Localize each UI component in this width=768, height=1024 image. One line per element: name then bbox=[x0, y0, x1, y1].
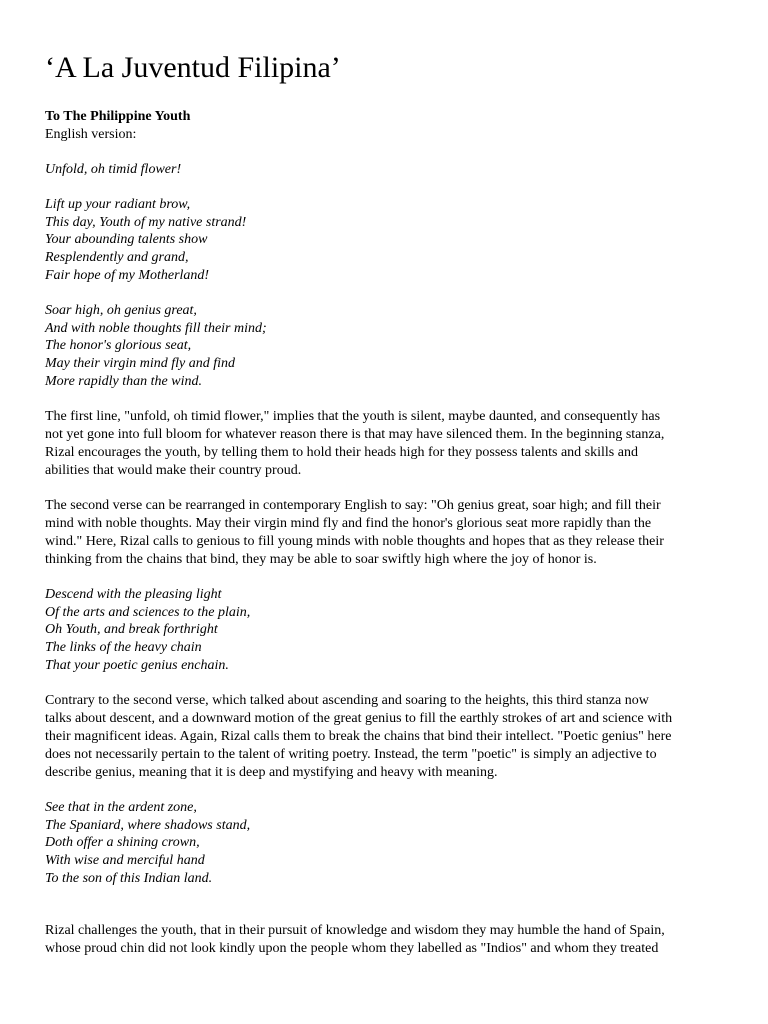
paragraph-line: whose proud chin did not look kindly upon the people whom they labelled as "Indios" and whom they treated bbox=[45, 940, 659, 956]
poem-line: See that in the ardent zone, bbox=[45, 799, 197, 815]
paragraph-line: mind with noble thoughts. May their virgin mind fly and find the honor's glorious seat more rapidly than the bbox=[45, 515, 652, 531]
paragraph-line: does not necessarily pertain to the talent of writing poetry. Instead, the term "poetic" is simply an adjective to bbox=[45, 746, 657, 762]
poem-line: Resplendently and grand, bbox=[45, 250, 189, 266]
poem-line: Oh Youth, and break forthright bbox=[45, 622, 218, 638]
poem-line: Doth offer a shining crown, bbox=[45, 835, 200, 851]
paragraph-line: abilities that would make their country proud. bbox=[45, 462, 302, 478]
paragraph-line: The second verse can be rearranged in contemporary English to say: "Oh genius great, soar high; and fill their bbox=[45, 497, 661, 513]
paragraph-line: The first line, "unfold, oh timid flower," implies that the youth is silent, maybe daunted, and consequently has bbox=[45, 408, 661, 424]
commentary-paragraph-3 bbox=[45, 692, 735, 782]
poem-line: Unfold, oh timid flower! bbox=[45, 162, 182, 177]
poem-line: The honor's glorious seat, bbox=[45, 338, 192, 354]
poem-line: Fair hope of my Motherland! bbox=[45, 267, 210, 283]
document-title: ‘A La Juventud Filipina’ bbox=[45, 51, 341, 84]
paragraph-line: Rizal challenges the youth, that in their pursuit of knowledge and wisdom they may humble the hand of Spain, bbox=[45, 922, 665, 938]
document-subtitle: To The Philippine Youth bbox=[45, 109, 191, 124]
poem-line: And with noble thoughts fill their mind; bbox=[45, 320, 267, 336]
commentary-paragraph-4 bbox=[45, 922, 735, 958]
poem-line: This day, Youth of my native strand! bbox=[45, 214, 247, 230]
paragraph-line: their magnificent ideas. Again, Rizal calls them to break the chains that bind their intellect. "Poetic genius" here bbox=[45, 728, 672, 744]
poem-line: May their virgin mind fly and find bbox=[45, 356, 236, 372]
document-page bbox=[45, 48, 735, 975]
poem-line: More rapidly than the wind. bbox=[45, 373, 202, 389]
paragraph-line: not yet gone into full bloom for whatever reason there is that may have silenced them. In the beginning stanza, bbox=[45, 426, 665, 442]
poem-stanza-1 bbox=[45, 196, 735, 285]
paragraph-line: Contrary to the second verse, which talked about ascending and soaring to the heights, this third stanza now bbox=[45, 692, 649, 708]
version-label: English version: bbox=[45, 127, 137, 142]
poem-line: The Spaniard, where shadows stand, bbox=[45, 817, 251, 833]
paragraph-line: describe genius, meaning that it is deep and mystifying and heavy with meaning. bbox=[45, 764, 498, 780]
paragraph-line: wind." Here, Rizal calls to genious to fill young minds with noble thoughts and hopes that as they release their bbox=[45, 533, 664, 549]
paragraph-line: talks about descent, and a downward motion of the great genius to fill the earthly strokes of art and science with bbox=[45, 710, 673, 726]
poem-line: With wise and merciful hand bbox=[45, 853, 205, 869]
poem-stanza-3 bbox=[45, 586, 735, 675]
commentary-paragraph-1 bbox=[45, 408, 735, 480]
poem-line: The links of the heavy chain bbox=[45, 640, 202, 656]
blank-spacer bbox=[45, 905, 735, 922]
poem-line: Of the arts and sciences to the plain, bbox=[45, 604, 251, 620]
poem-line: Descend with the pleasing light bbox=[45, 586, 222, 602]
poem-stanza-2 bbox=[45, 302, 735, 391]
poem-line: To the son of this Indian land. bbox=[45, 870, 213, 886]
poem-line: Soar high, oh genius great, bbox=[45, 302, 197, 318]
opening-line bbox=[45, 161, 735, 179]
poem-line: That your poetic genius enchain. bbox=[45, 657, 229, 673]
paragraph-line: thinking from the chains that bind, they may be able to soar swiftly high where the joy of honor is. bbox=[45, 551, 597, 567]
paragraph-line: Rizal encourages the youth, by telling them to hold their heads high for they possess talents and skills and bbox=[45, 444, 638, 460]
poem-line: Your abounding talents show bbox=[45, 232, 208, 248]
poem-stanza-4 bbox=[45, 799, 735, 888]
poem-line: Lift up your radiant brow, bbox=[45, 196, 191, 212]
commentary-paragraph-2 bbox=[45, 497, 735, 569]
